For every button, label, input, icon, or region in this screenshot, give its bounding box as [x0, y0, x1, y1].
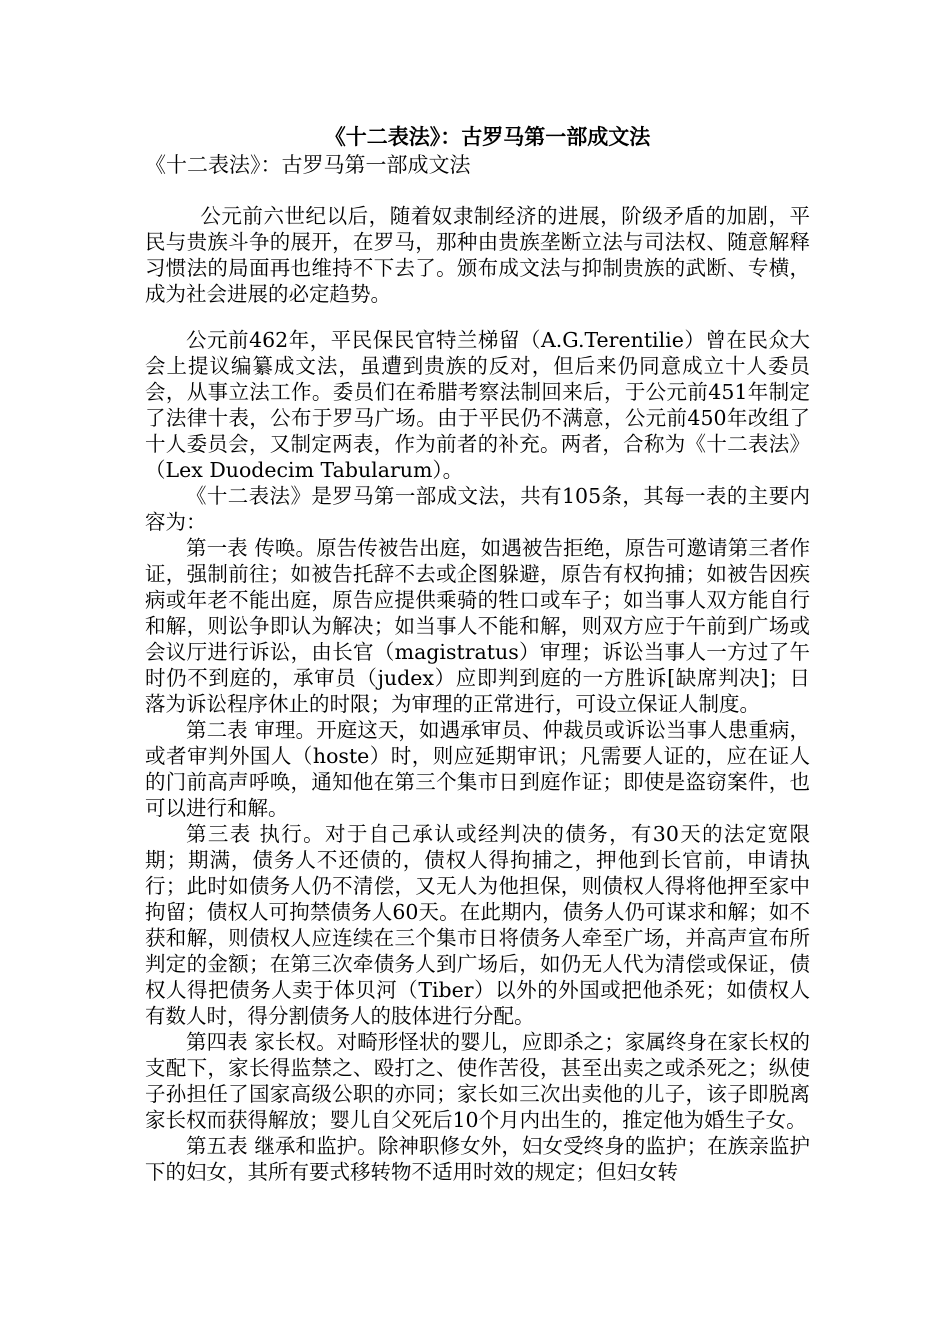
paragraph-table-4: 第四表 家长权。对畸形怪状的婴儿，应即杀之；家属终身在家长权的支配下，家长得监禁之、殴打之、使作苦役，甚至出卖之或杀死之；纵使子孙担任了国家高级公职的亦同；家长如三次出卖他的儿子，该子即脱离家长权而获得解放；婴儿自父死后10个月内出生的，推定他为婚生子女。 — [145, 1030, 810, 1132]
paragraph-overview: 《十二表法》是罗马第一部成文法，共有105条，其每一表的主要内容为： — [145, 484, 810, 534]
paragraph-table-3: 第三表 执行。对于自己承认或经判决的债务，有30天的法定宽限期；期满，债务人不还债的，债权人得拘捕之，押他到长官前，申请执行；此时如债务人仍不清偿，又无人为他担保，则债权人得将他押至家中拘留；债权人可拘禁债务人60天。在此期内，债务人仍可谋求和解；如不获和解，则债权人应连续在三个集市日将债务人牵至广场，并高声宣布所判定的金额；在第三次牵债务人到广场后，如仍无人代为清偿或保证，债权人得把债务人卖于体贝河（Tiber）以外的外国或把他杀死；如债权人有数人时，得分割债务人的肢体进行分配。 — [145, 822, 810, 1028]
paragraph-history: 公元前462年，平民保民官特兰梯留（A.G.Terentilie）曾在民众大会上提议编纂成文法，虽遭到贵族的反对，但后来仍同意成立十人委员会，从事立法工作。委员们在希腊考察法制回来后，于公元前451年制定了法律十表，公布于罗马广场。由于平民仍不满意，公元前450年改组了十人委员会，又制定两表，作为前者的补充。两者，合称为《十二表法》（Lex Duodecim Tabularum）。 — [145, 328, 810, 482]
spacer — [145, 307, 810, 327]
paragraph-intro: 公元前六世纪以后，随着奴隶制经济的进展，阶级矛盾的加剧，平民与贵族斗争的展开，在罗马，那种由贵族垄断立法与司法权、随意解释习惯法的局面再也维持不下去了。颁布成文法与抑制贵族的武断、专横，成为社会进展的必定趋势。 — [145, 204, 810, 306]
paragraph-table-5: 第五表 继承和监护。除神职修女外，妇女受终身的监护；在族亲监护下的妇女，其所有要式移转物不适用时效的规定；但妇女转 — [145, 1134, 810, 1184]
paragraph-table-2: 第二表 审理。开庭这天，如遇承审员、仲裁员或诉讼当事人患重病，或者审判外国人（hoste）时，则应延期审讯；凡需要人证的，应在证人的门前高声呼唤，通知他在第三个集市日到庭作证；即使是盗窃案件，也可以进行和解。 — [145, 718, 810, 820]
document-subtitle: 《十二表法》：古罗马第一部成文法 — [145, 153, 471, 177]
paragraph-table-1: 第一表 传唤。原告传被告出庭，如遇被告拒绝，原告可邀请第三者作证，强制前往；如被告托辞不去或企图躲避，原告有权拘捕；如被告因疾病或年老不能出庭，原告应提供乘骑的牲口或车子；如当事人双方能自行和解，则讼争即认为解决；如当事人不能和解，则双方应于午前到广场或会议厅进行诉讼，由长官（magistratus）审理；诉讼当事人一方过了午时仍不到庭的，承审员（judex）应即判到庭的一方胜诉[缺席判决]；日落为诉讼程序休止的时限；为审理的正常进行，可设立保证人制度。 — [145, 536, 810, 716]
document-title: 《十二表法》：古罗马第一部成文法 — [324, 124, 651, 149]
spacer — [145, 179, 810, 203]
